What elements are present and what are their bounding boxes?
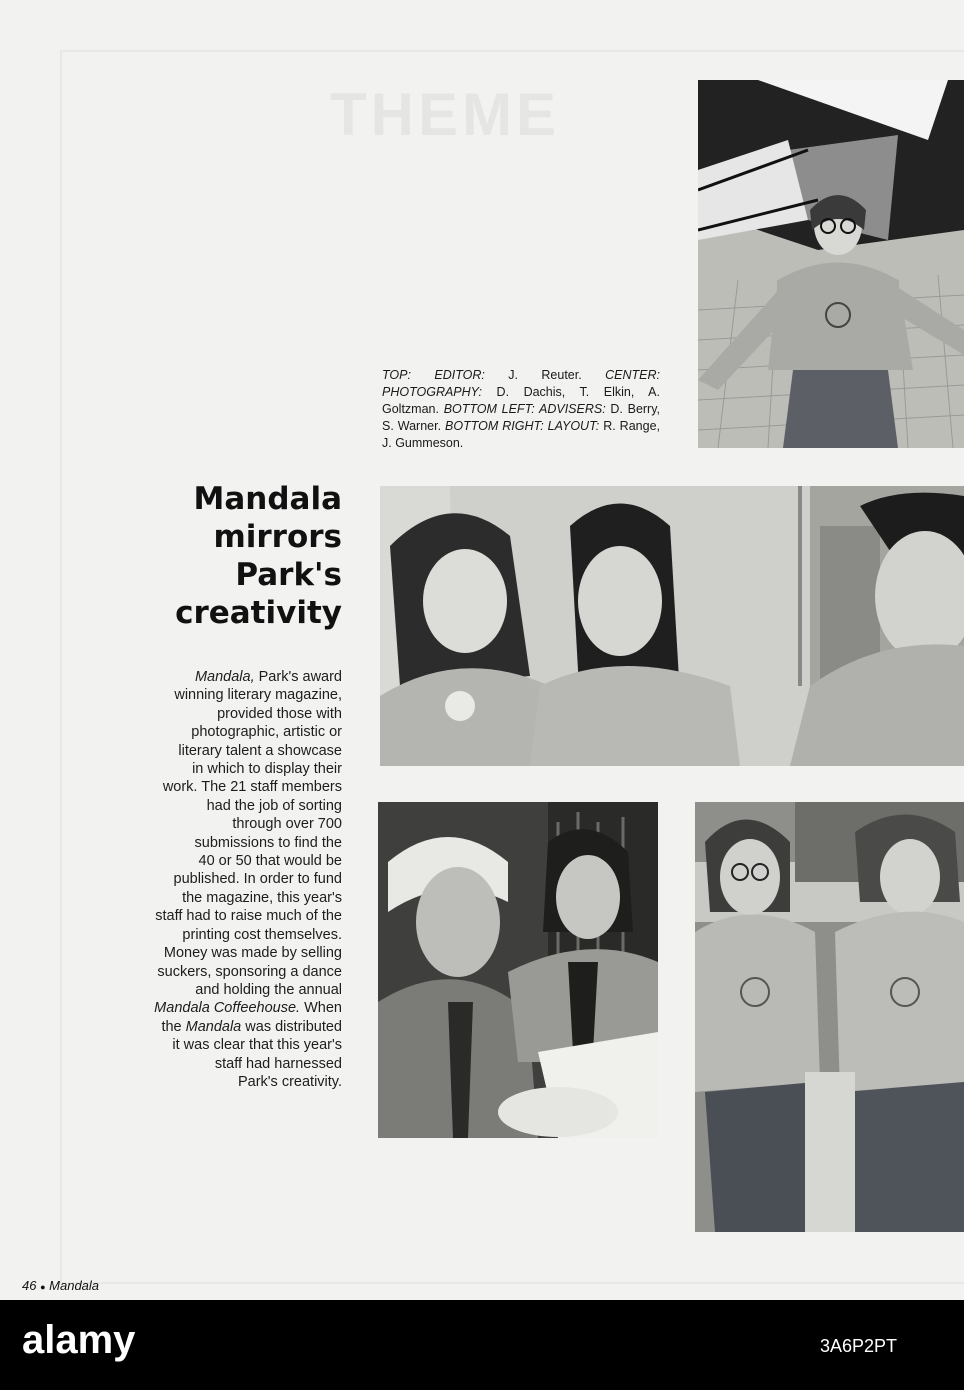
caption-names: D. Berry, S. Warner. <box>382 402 661 433</box>
body-line: suckers, sponsoring a dance <box>157 963 342 980</box>
magazine-title: Mandala <box>185 1018 242 1035</box>
section-name: Mandala <box>49 1278 100 1293</box>
watermark-logo: alamy <box>22 1318 136 1362</box>
body-line: had the job of sorting <box>206 797 342 814</box>
photo-layout-staff <box>695 802 964 1232</box>
photo-editor <box>698 80 964 448</box>
photo-advisers <box>378 802 658 1138</box>
caption-names: R. Range, J. Gummeson. <box>382 419 660 450</box>
magazine-title: Mandala, <box>194 669 255 685</box>
body-line <box>80 1018 342 1036</box>
body-line: Park's creativity. <box>237 1073 342 1090</box>
headline <box>150 480 342 632</box>
watermark-image-id: 3A6P2PT <box>820 1336 898 1356</box>
body-line: the magazine, this year's <box>182 889 342 906</box>
caption-label: CENTER: PHOTOGRAPHY: <box>382 368 660 399</box>
event-title: Mandala Coffeehouse. <box>154 1000 301 1017</box>
body-line: staff had to raise much of the <box>155 908 342 925</box>
body-line: and holding the annual <box>195 981 342 998</box>
caption-names: J. Reuter. <box>484 368 606 382</box>
body-text: When <box>300 1000 342 1017</box>
body-line: work. The 21 staff members <box>162 779 342 796</box>
body-line: provided those with <box>217 705 342 722</box>
headline-line: Park's <box>235 557 342 593</box>
photo-caption <box>382 367 660 452</box>
article-body <box>80 668 342 1091</box>
body-line <box>80 999 342 1017</box>
caption-label: TOP: EDITOR: <box>382 368 485 382</box>
body-line: winning literary magazine, <box>174 687 342 704</box>
body-line: 40 or 50 that would be <box>198 853 342 870</box>
body-line <box>80 668 342 686</box>
body-line: submissions to find the <box>194 834 342 851</box>
headline-line: mirrors <box>213 519 342 555</box>
body-line: Money was made by selling <box>163 945 342 962</box>
watermark-bar <box>0 1300 964 1390</box>
body-line: staff had harnessed <box>214 1055 342 1072</box>
photo-photography-staff <box>380 486 964 766</box>
body-line: published. In order to fund <box>173 871 342 888</box>
body-line: printing cost themselves. <box>182 926 342 943</box>
headline-line: creativity <box>175 595 342 631</box>
bullet-icon: ● <box>40 1282 46 1292</box>
body-line: photographic, artistic or <box>191 724 342 741</box>
page-number: 46 <box>22 1278 37 1293</box>
caption-label: BOTTOM RIGHT: LAYOUT: <box>445 419 600 433</box>
body-line: through over 700 <box>232 816 342 833</box>
body-line: literary talent a showcase <box>178 742 342 759</box>
show-through-text: THEME <box>330 81 560 148</box>
body-text: Park's award <box>254 669 342 685</box>
caption-names: D. Dachis, T. Elkin, A. Goltzman. <box>382 385 660 416</box>
page-folio <box>22 1278 99 1293</box>
body-text: the <box>161 1018 186 1035</box>
caption-label: BOTTOM LEFT: ADVISERS: <box>443 402 606 416</box>
headline-line: Mandala <box>193 481 342 517</box>
body-line: in which to display their <box>192 761 342 778</box>
body-line: it was clear that this year's <box>172 1037 342 1054</box>
body-text: was distributed <box>241 1018 342 1035</box>
